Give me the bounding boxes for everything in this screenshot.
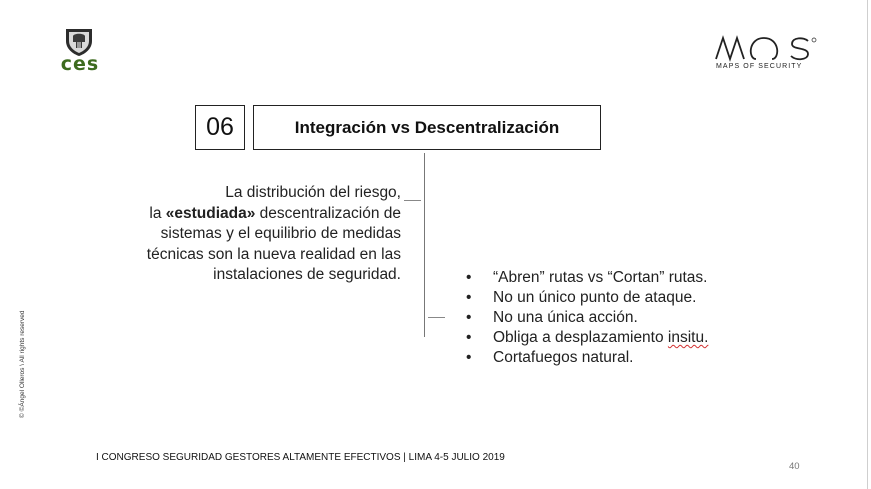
paragraph-line: La distribución del riesgo, bbox=[225, 184, 401, 201]
bullet-text: “Abren” rutas vs “Cortan” rutas. bbox=[493, 269, 708, 286]
bullet-item bbox=[466, 308, 708, 328]
mos-logo-subtitle: MAPS OF SECURITY bbox=[716, 63, 803, 70]
bullet-dot: • bbox=[466, 349, 472, 366]
slide-edge-divider bbox=[867, 0, 868, 489]
footer-event-text: I CONGRESO SEGURIDAD GESTORES ALTAMENTE EFECTIVOS | LIMA 4-5 JULIO 2019 bbox=[96, 452, 505, 463]
mos-logo bbox=[712, 34, 822, 74]
mos-logo-mark bbox=[712, 34, 818, 62]
bullet-dot: • bbox=[466, 329, 472, 346]
bullet-text: Obliga a desplazamiento bbox=[493, 329, 668, 346]
slide-title: Integración vs Descentralización bbox=[294, 117, 560, 137]
bullet-item bbox=[466, 268, 708, 288]
left-paragraph bbox=[101, 183, 401, 286]
paragraph-text: la bbox=[149, 204, 166, 222]
section-number: 06 bbox=[206, 113, 234, 141]
paragraph-line: sistemas y el equilibrio de medidas bbox=[160, 225, 401, 242]
connector-tick-right bbox=[428, 317, 445, 318]
paragraph-text: descentralización de bbox=[255, 204, 401, 222]
bullet-dot: • bbox=[466, 269, 472, 286]
paragraph-line: técnicas son la nueva realidad en las bbox=[146, 245, 401, 263]
paragraph-line bbox=[101, 204, 401, 225]
connector-vertical-line bbox=[424, 153, 425, 337]
copyright-notice: © ©Ángel Olleros \ All rights reserved bbox=[19, 310, 26, 418]
bullet-dot: • bbox=[466, 289, 472, 306]
bullet-dot: • bbox=[466, 309, 472, 326]
paragraph-line: instalaciones de seguridad. bbox=[213, 266, 401, 283]
slide-title-box bbox=[253, 105, 601, 150]
section-number-box bbox=[195, 105, 245, 150]
bullet-item bbox=[466, 328, 708, 348]
bullet-text: No una única acción. bbox=[493, 309, 638, 326]
bullet-item bbox=[466, 288, 708, 308]
bullet-item bbox=[466, 348, 708, 368]
bullet-text: No un único punto de ataque. bbox=[493, 289, 697, 306]
ces-logo bbox=[52, 27, 108, 75]
connector-tick-left bbox=[404, 200, 421, 201]
bullet-text: Cortafuegos natural. bbox=[493, 349, 634, 366]
bullet-list bbox=[466, 268, 708, 368]
ces-logo-text: ces bbox=[60, 53, 100, 75]
page-number: 40 bbox=[789, 461, 800, 472]
spellcheck-word: insitu. bbox=[667, 329, 709, 346]
paragraph-emphasis: «estudiada» bbox=[165, 204, 256, 222]
